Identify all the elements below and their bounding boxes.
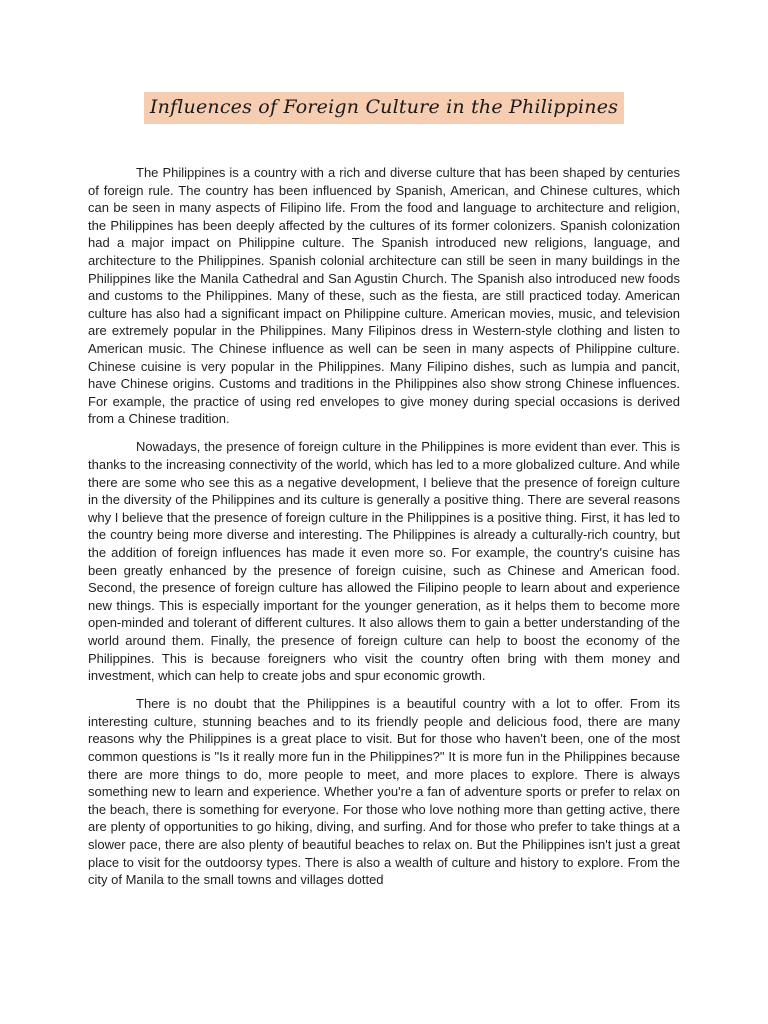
paragraph-1: The Philippines is a country with a rich and diverse culture that has been shaped by centuries of foreign rule. The country has been influenced by Spanish, American, and Chinese cultures, which can be seen in many aspects of Filipino life. From the food and language to architecture and religion, the Philippines has been deeply affected by the cultures of its former colonizers. Spanish colonization had a major impact on Philippine culture. The Spanish introduced new religions, language, and architecture to the Philippines. Spanish colonial architecture can still be seen in many buildings in the Philippines like the Manila Cathedral and San Agustin Church. The Spanish also introduced new foods and customs to the Philippines. Many of these, such as the fiesta, are still practiced today. American culture has also had a significant impact on Philippine culture. American movies, music, and television are extremely popular in the Philippines. Many Filipinos dress in Western-style clothing and listen to American music. The Chinese influence as well can be seen in many aspects of Philippine culture. Chinese cuisine is very popular in the Philippines. Many Filipino dishes, such as lumpia and pancit, have Chinese origins. Customs and traditions in the Philippines also show strong Chinese influences. For example, the practice of using red envelopes to give money during special occasions is derived from a Chinese tradition. <box>88 165 680 427</box>
document-body <box>88 164 680 899</box>
paragraph-3: There is no doubt that the Philippines is a beautiful country with a lot to offer. From its interesting culture, stunning beaches and to its friendly people and delicious food, there are many reasons why the Philippines is a great place to visit. But for those who haven't been, one of the most common questions is "Is it really more fun in the Philippines?" It is more fun in the Philippines because there are more things to do, more people to meet, and more places to explore. There is always something new to learn and experience. Whether you're a fan of adventure sports or prefer to relax on the beach, there is something for everyone. For those who love nothing more than getting active, there are plenty of opportunities to go hiking, diving, and surfing. And for those who prefer to take things at a slower pace, there are also plenty of beautiful beaches to relax on. But the Philippines isn't just a great place to visit for the outdoorsy types. There is also a wealth of culture and history to explore. From the city of Manila to the small towns and villages dotted <box>88 696 680 888</box>
document-title: Influences of Foreign Culture in the Philippines <box>144 92 624 124</box>
title-container <box>0 92 768 124</box>
paragraph-2: Nowadays, the presence of foreign culture in the Philippines is more evident than ever. This is thanks to the increasing connectivity of the world, which has led to a more globalized culture. And while there are some who see this as a negative development, I believe that the presence of foreign culture in the diversity of the Philippines and its culture is generally a positive thing. There are several reasons why I believe that the presence of foreign culture in the Philippines is a positive thing. First, it has led to the country being more diverse and interesting. The Philippines is already a culturally-rich country, but the addition of foreign influences has made it even more so. For example, the country's cuisine has been greatly enhanced by the presence of foreign cuisine, such as Chinese and American food. Second, the presence of foreign culture has allowed the Filipino people to learn about and experience new things. This is especially important for the younger generation, as it helps them to become more open-minded and tolerant of different cultures. It also allows them to gain a better understanding of the world around them. Finally, the presence of foreign culture can help to boost the economy of the Philippines. This is because foreigners who visit the country often bring with them money and investment, which can help to create jobs and spur economic growth. <box>88 439 680 684</box>
